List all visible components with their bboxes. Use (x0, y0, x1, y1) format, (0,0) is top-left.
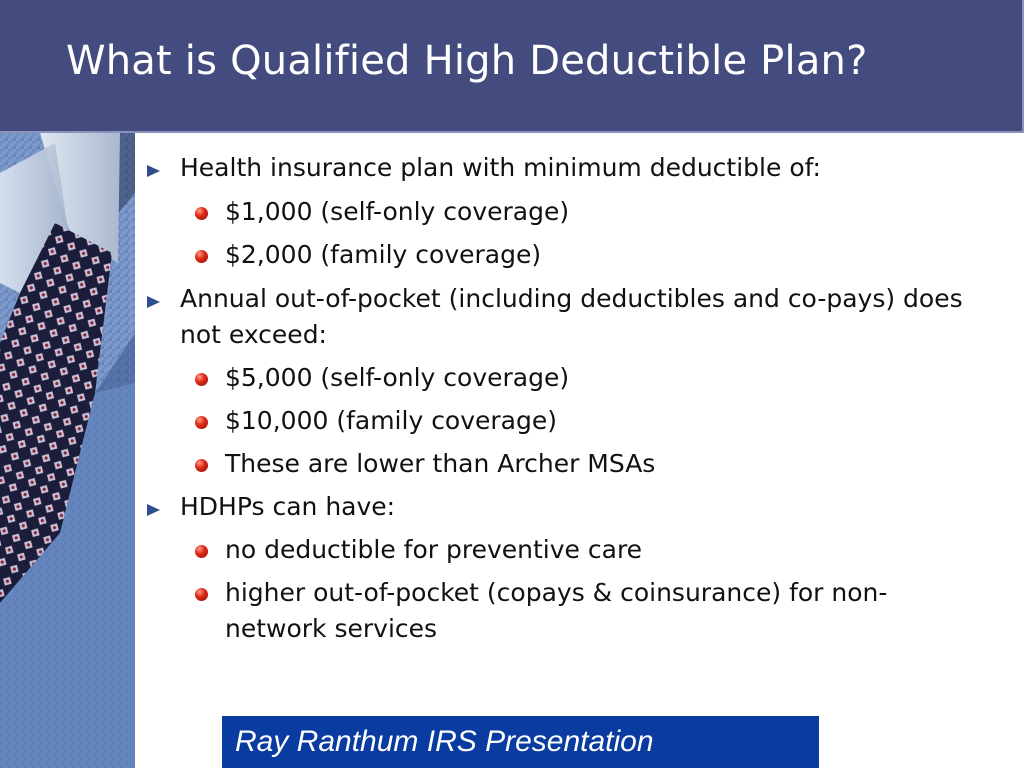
sub-bullet-item (225, 446, 970, 482)
sub-bullet-item (225, 360, 970, 396)
red-ball-bullet-icon (195, 250, 208, 263)
footer-bar (222, 716, 819, 768)
red-ball-bullet-icon (195, 588, 208, 601)
red-ball-bullet-icon (195, 459, 208, 472)
footer-text: Ray Ranthum IRS Presentation (235, 725, 654, 758)
bullet-text: These are lower than Archer MSAs (225, 449, 656, 478)
side-photo-businessman (0, 133, 135, 768)
sub-bullet-item (225, 575, 970, 647)
arrow-bullet-icon (147, 165, 160, 177)
sub-bullet-item (225, 237, 970, 273)
red-ball-bullet-icon (195, 207, 208, 220)
title-bar (0, 0, 1024, 133)
arrow-bullet-icon (147, 296, 160, 308)
red-ball-bullet-icon (195, 373, 208, 386)
bullet-text: higher out-of-pocket (copays & coinsurance) for non-network services (225, 578, 888, 643)
bullet-text: no deductible for preventive care (225, 535, 643, 564)
bullet-item (180, 150, 970, 186)
bullet-text: $2,000 (family coverage) (225, 240, 542, 269)
red-ball-bullet-icon (195, 545, 208, 558)
sub-bullet-item (225, 194, 970, 230)
red-ball-bullet-icon (195, 416, 208, 429)
bullet-item (180, 489, 970, 525)
bullet-text: $10,000 (family coverage) (225, 406, 558, 435)
bullet-item (180, 281, 970, 353)
sub-bullet-item (225, 532, 970, 568)
bullet-text: Health insurance plan with minimum deductible of: (180, 153, 821, 182)
bullet-text: Annual out-of-pocket (including deductibles and co-pays) does not exceed: (180, 284, 963, 349)
sub-bullet-item (225, 403, 970, 439)
bullet-text: $1,000 (self-only coverage) (225, 197, 570, 226)
bullet-text: HDHPs can have: (180, 492, 396, 521)
slide-title: What is Qualified High Deductible Plan? (66, 38, 868, 84)
bullet-text: $5,000 (self-only coverage) (225, 363, 570, 392)
businessman-photo-image (0, 133, 135, 768)
arrow-bullet-icon (147, 504, 160, 516)
